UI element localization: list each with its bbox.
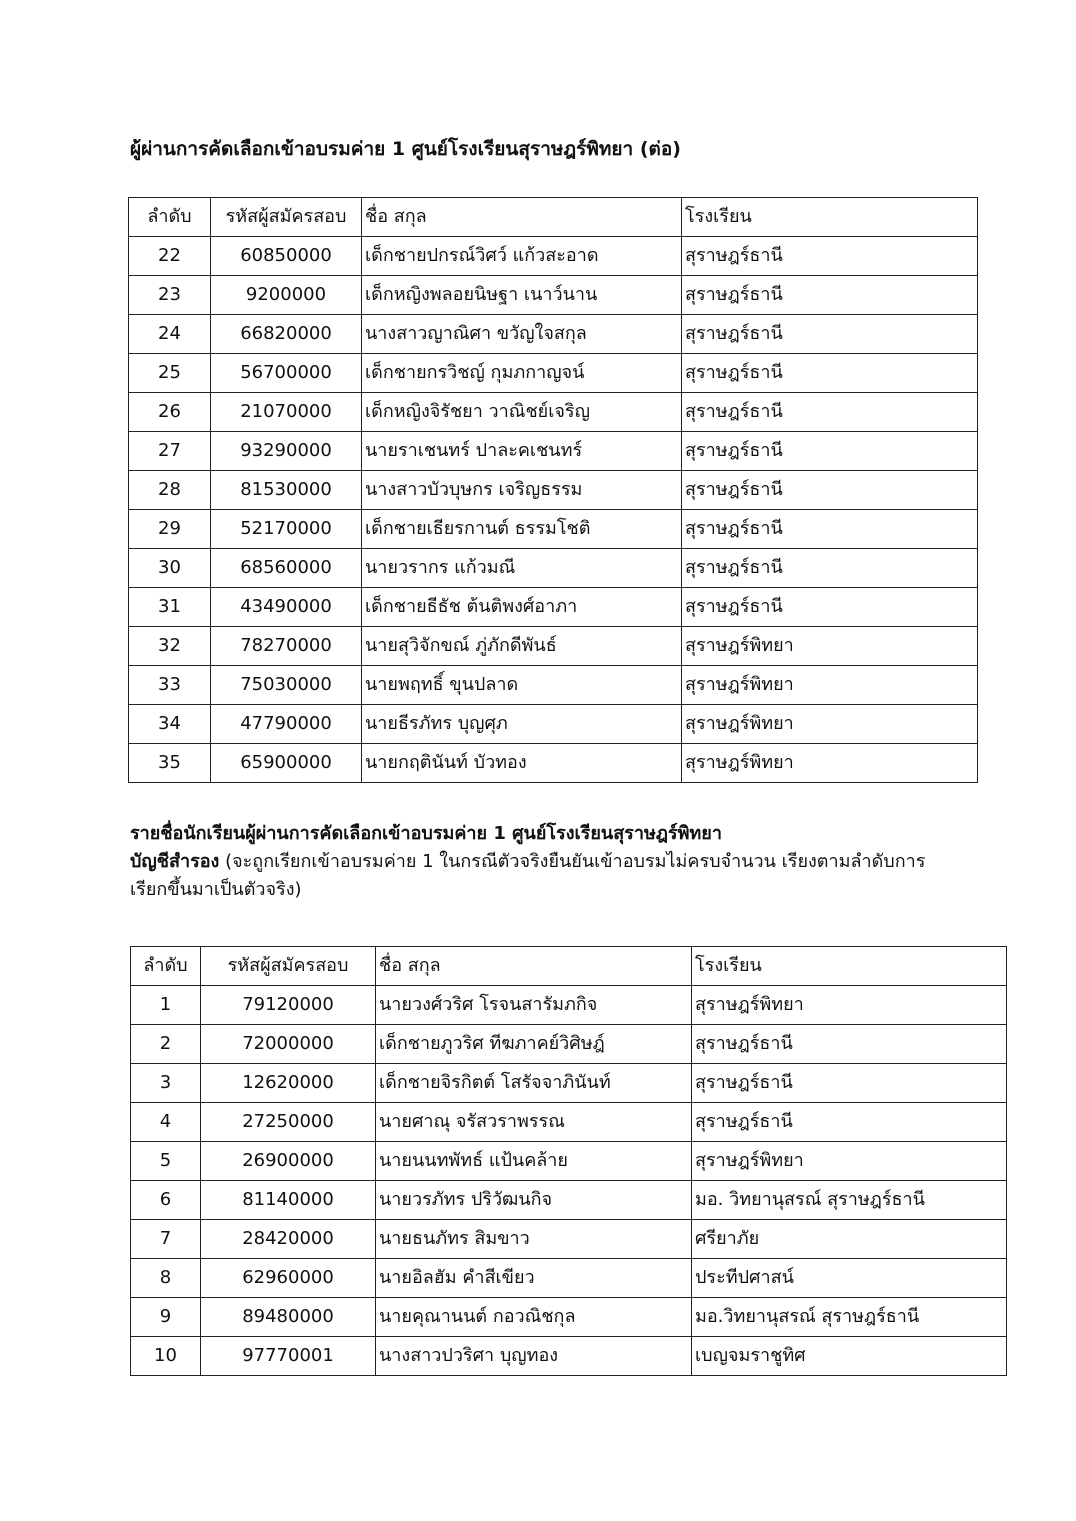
candidates-table-body	[129, 237, 978, 783]
cell-school: ศรียาภัย	[692, 1220, 1007, 1259]
cell-name: นางสาวบัวบุษกร เจริญธรรม	[362, 471, 682, 510]
cell-name: เด็กชายเธียรกานต์ ธรรมโชติ	[362, 510, 682, 549]
cell-name: นายนนทพัทธ์ แป้นคล้าย	[376, 1142, 692, 1181]
cell-order: 10	[131, 1337, 201, 1376]
reserve-section-title: รายชื่อนักเรียนผู้ผ่านการคัดเลือกเข้าอบรมค่าย 1 ศูนย์โรงเรียนสุราษฎร์พิทยา	[130, 823, 722, 844]
table-row	[131, 1142, 1007, 1181]
cell-school: ประทีปศาสน์	[692, 1259, 1007, 1298]
cell-school: สุราษฎร์ธานี	[682, 315, 978, 354]
cell-applicant-id: 28420000	[201, 1220, 376, 1259]
cell-name: นายวรภัทร ปริวัฒนกิจ	[376, 1181, 692, 1220]
cell-name: นายธนภัทร สิมขาว	[376, 1220, 692, 1259]
cell-name: เด็กชายกรวิชญ์ กุมภกาญจน์	[362, 354, 682, 393]
cell-order: 5	[131, 1142, 201, 1181]
table-row	[131, 1259, 1007, 1298]
cell-applicant-id: 75030000	[211, 666, 362, 705]
cell-order: 31	[129, 588, 211, 627]
cell-name: เด็กชายจิรกิตต์ โสรัจจาภินันท์	[376, 1064, 692, 1103]
table-row	[129, 549, 978, 588]
table-row	[129, 354, 978, 393]
cell-order: 9	[131, 1298, 201, 1337]
cell-school: สุราษฎร์ธานี	[682, 354, 978, 393]
table-row	[129, 666, 978, 705]
cell-name: นายสุวิจักขณ์ ภู่ภักดีพันธ์	[362, 627, 682, 666]
cell-applicant-id: 81140000	[201, 1181, 376, 1220]
cell-name: เด็กหญิงจิรัชยา วาณิชย์เจริญ	[362, 393, 682, 432]
cell-school: สุราษฎร์พิทยา	[692, 1142, 1007, 1181]
cell-school: สุราษฎร์ธานี	[682, 393, 978, 432]
cell-order: 22	[129, 237, 211, 276]
cell-applicant-id: 72000000	[201, 1025, 376, 1064]
table-row	[131, 986, 1007, 1025]
cell-name: นายวงศ์วริศ โรจนสารัมภกิจ	[376, 986, 692, 1025]
cell-applicant-id: 97770001	[201, 1337, 376, 1376]
reserve-table	[130, 946, 1007, 1376]
cell-order: 24	[129, 315, 211, 354]
cell-applicant-id: 89480000	[201, 1298, 376, 1337]
cell-applicant-id: 26900000	[201, 1142, 376, 1181]
cell-school: สุราษฎร์ธานี	[682, 432, 978, 471]
cell-name: นายคุณานนต์ กอวณิชกุล	[376, 1298, 692, 1337]
table-row	[129, 471, 978, 510]
table-row	[129, 744, 978, 783]
header-name: ชื่อ สกุล	[376, 947, 692, 986]
cell-name: เด็กชายปกรณ์วิศว์ แก้วสะอาด	[362, 237, 682, 276]
cell-school: สุราษฎร์ธานี	[692, 1064, 1007, 1103]
cell-school: สุราษฎร์พิทยา	[682, 627, 978, 666]
cell-order: 23	[129, 276, 211, 315]
cell-order: 35	[129, 744, 211, 783]
table-header-row	[129, 198, 978, 237]
header-name: ชื่อ สกุล	[362, 198, 682, 237]
cell-applicant-id: 60850000	[211, 237, 362, 276]
cell-order: 29	[129, 510, 211, 549]
table-row	[131, 1181, 1007, 1220]
table-row	[131, 1025, 1007, 1064]
cell-name: เด็กชายธีธัช ต้นติพงศ์อาภา	[362, 588, 682, 627]
cell-name: นายกฤตินันท์ บัวทอง	[362, 744, 682, 783]
table-row	[129, 276, 978, 315]
cell-applicant-id: 56700000	[211, 354, 362, 393]
cell-applicant-id: 79120000	[201, 986, 376, 1025]
cell-applicant-id: 43490000	[211, 588, 362, 627]
cell-name: นายพฤทธิ์ ขุนปลาด	[362, 666, 682, 705]
table-row	[129, 510, 978, 549]
cell-order: 32	[129, 627, 211, 666]
cell-order: 4	[131, 1103, 201, 1142]
cell-applicant-id: 78270000	[211, 627, 362, 666]
cell-applicant-id: 93290000	[211, 432, 362, 471]
table-row	[131, 1064, 1007, 1103]
header-school: โรงเรียน	[692, 947, 1007, 986]
table-row	[131, 1337, 1007, 1376]
cell-applicant-id: 81530000	[211, 471, 362, 510]
cell-order: 34	[129, 705, 211, 744]
cell-name: เด็กชายภูวริศ ทีฆภาคย์วิศิษฎ์	[376, 1025, 692, 1064]
cell-applicant-id: 47790000	[211, 705, 362, 744]
cell-name: นายวรากร แก้วมณี	[362, 549, 682, 588]
table-row	[129, 627, 978, 666]
page-title: ผู้ผ่านการคัดเลือกเข้าอบรมค่าย 1 ศูนย์โรงเรียนสุราษฎร์พิทยา (ต่อ)	[130, 138, 681, 160]
table-row	[129, 705, 978, 744]
cell-name: นายอิลฮัม คำสีเขียว	[376, 1259, 692, 1298]
cell-name: นางสาวญาณิศา ขวัญใจสกุล	[362, 315, 682, 354]
cell-applicant-id: 62960000	[201, 1259, 376, 1298]
cell-name: นายศาณุ จรัสวราพรรณ	[376, 1103, 692, 1142]
cell-order: 33	[129, 666, 211, 705]
cell-school: สุราษฎร์พิทยา	[692, 986, 1007, 1025]
table-header-row	[131, 947, 1007, 986]
cell-applicant-id: 12620000	[201, 1064, 376, 1103]
table-row	[129, 237, 978, 276]
cell-order: 6	[131, 1181, 201, 1220]
header-school: โรงเรียน	[682, 198, 978, 237]
cell-applicant-id: 21070000	[211, 393, 362, 432]
candidates-table	[128, 197, 978, 783]
reserve-note-line1: (จะถูกเรียกเข้าอบรมค่าย 1 ในกรณีตัวจริงยืนยันเข้าอบรมไม่ครบจำนวน เรียงตามลำดับการ	[219, 851, 926, 872]
reserve-note	[130, 848, 980, 904]
cell-school: เบญจมราชูทิศ	[692, 1337, 1007, 1376]
cell-order: 28	[129, 471, 211, 510]
cell-order: 1	[131, 986, 201, 1025]
cell-name: นายธีรภัทร บุญศุภ	[362, 705, 682, 744]
cell-applicant-id: 65900000	[211, 744, 362, 783]
cell-applicant-id: 66820000	[211, 315, 362, 354]
cell-school: สุราษฎร์ธานี	[682, 471, 978, 510]
cell-school: สุราษฎร์ธานี	[682, 549, 978, 588]
cell-order: 30	[129, 549, 211, 588]
cell-school: สุราษฎร์ธานี	[682, 276, 978, 315]
table-row	[131, 1103, 1007, 1142]
cell-school: สุราษฎร์ธานี	[682, 510, 978, 549]
cell-order: 7	[131, 1220, 201, 1259]
cell-school: สุราษฎร์ธานี	[682, 237, 978, 276]
cell-order: 27	[129, 432, 211, 471]
reserve-section	[130, 820, 980, 904]
table-row	[129, 588, 978, 627]
cell-school: สุราษฎร์ธานี	[692, 1025, 1007, 1064]
cell-order: 25	[129, 354, 211, 393]
table-row	[129, 432, 978, 471]
header-order: ลำดับ	[131, 947, 201, 986]
cell-school: สุราษฎร์ธานี	[692, 1103, 1007, 1142]
header-order: ลำดับ	[129, 198, 211, 237]
cell-name: เด็กหญิงพลอยนิษฐา เนาว์นาน	[362, 276, 682, 315]
cell-applicant-id: 68560000	[211, 549, 362, 588]
header-applicant-id: รหัสผู้สมัครสอบ	[201, 947, 376, 986]
cell-applicant-id: 27250000	[201, 1103, 376, 1142]
table-row	[131, 1298, 1007, 1337]
cell-applicant-id: 9200000	[211, 276, 362, 315]
cell-order: 26	[129, 393, 211, 432]
cell-name: นายราเชนทร์ ปาละคเชนทร์	[362, 432, 682, 471]
header-applicant-id: รหัสผู้สมัครสอบ	[211, 198, 362, 237]
cell-name: นางสาวปวริศา บุญทอง	[376, 1337, 692, 1376]
cell-order: 8	[131, 1259, 201, 1298]
reserve-label: บัญชีสำรอง	[130, 851, 220, 872]
cell-order: 3	[131, 1064, 201, 1103]
table-row	[129, 315, 978, 354]
cell-applicant-id: 52170000	[211, 510, 362, 549]
cell-school: มอ. วิทยานุสรณ์ สุราษฎร์ธานี	[692, 1181, 1007, 1220]
cell-school: สุราษฎร์พิทยา	[682, 744, 978, 783]
reserve-table-body	[131, 986, 1007, 1376]
table-row	[129, 393, 978, 432]
reserve-note-line2: เรียกขึ้นมาเป็นตัวจริง)	[130, 879, 302, 900]
cell-order: 2	[131, 1025, 201, 1064]
table-row	[131, 1220, 1007, 1259]
cell-school: สุราษฎร์พิทยา	[682, 705, 978, 744]
cell-school: มอ.วิทยานุสรณ์ สุราษฎร์ธานี	[692, 1298, 1007, 1337]
cell-school: สุราษฎร์ธานี	[682, 588, 978, 627]
cell-school: สุราษฎร์พิทยา	[682, 666, 978, 705]
